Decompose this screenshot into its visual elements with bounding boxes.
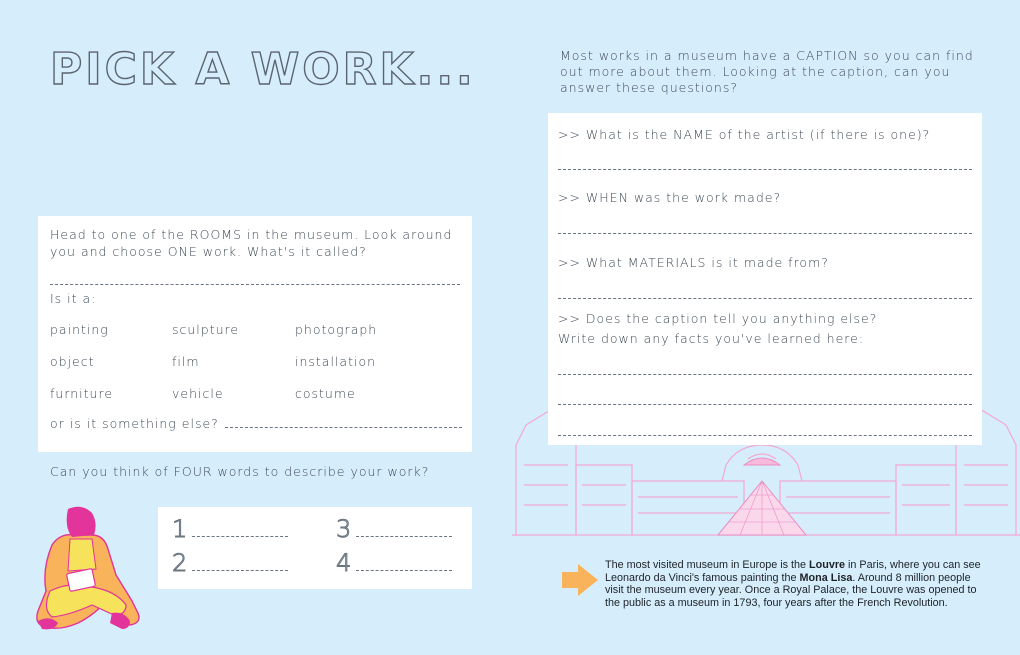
word-4-answer-line[interactable] (356, 570, 452, 571)
option-photograph: photograph (295, 322, 378, 337)
materials-answer-line[interactable] (558, 298, 972, 299)
question-materials: >> What MATERIALS is it made from? (558, 255, 829, 270)
rooms-instruction: Head to one of the ROOMS in the museum. Look around you and choose ONE work. What's it called? (50, 227, 453, 259)
facts-answer-line-3[interactable] (558, 435, 972, 436)
number-2: 2 (172, 549, 188, 577)
write-down-facts-label: Write down any facts you've learned here: (558, 331, 865, 346)
caption-text-1: The most visited museum in Europe is the (605, 559, 810, 571)
four-words-panel (158, 507, 472, 589)
louvre-fact-text (605, 559, 985, 609)
is-it-a-label: Is it a: (50, 291, 97, 306)
caption-questions-panel (548, 113, 982, 445)
option-painting: painting (50, 322, 109, 337)
something-else-label: or is it something else? (50, 416, 219, 431)
question-when-made: >> WHEN was the work made? (558, 190, 782, 205)
option-sculpture: sculpture (172, 322, 240, 337)
word-3-answer-line[interactable] (356, 536, 452, 537)
caption-louvre: Louvre (809, 559, 846, 571)
work-name-answer-line[interactable] (50, 284, 460, 285)
caption-text-3: . Around 8 million people visit the museum every year. Once a Royal Palace, the Louvre was opened to the public as a museum in 1793, four years after the French Revolution. (605, 571, 977, 609)
sitting-person-illustration (30, 505, 150, 640)
word-2-row (172, 549, 288, 577)
question-anything-else: >> Does the caption tell you anything else? (558, 311, 878, 326)
facts-answer-line-1[interactable] (558, 374, 972, 375)
something-else-answer-line[interactable] (225, 427, 462, 428)
artist-name-answer-line[interactable] (558, 169, 972, 170)
word-3-row (336, 515, 452, 543)
option-costume: costume (295, 386, 356, 401)
number-1: 1 (172, 515, 188, 543)
number-4: 4 (336, 549, 352, 577)
word-1-answer-line[interactable] (192, 536, 288, 537)
something-else-row (50, 416, 462, 431)
number-3: 3 (336, 515, 352, 543)
facts-answer-line-2[interactable] (558, 404, 972, 405)
option-film: film (172, 354, 200, 369)
question-artist-name: >> What is the NAME of the artist (if there is one)? (558, 127, 931, 142)
word-4-row (336, 549, 452, 577)
option-vehicle: vehicle (172, 386, 224, 401)
when-made-answer-line[interactable] (558, 233, 972, 234)
page-title: PICK A WORK... (50, 44, 476, 95)
caption-intro: Most works in a museum have a CAPTION so you can find out more about them. Looking at the caption, can you answer these questions? (560, 48, 974, 95)
option-furniture: furniture (50, 386, 114, 401)
work-selection-panel (38, 216, 472, 452)
arrow-icon (560, 562, 600, 598)
four-words-question: Can you think of FOUR words to describe your work? (50, 464, 430, 479)
word-2-answer-line[interactable] (192, 570, 288, 571)
caption-text-2: in Paris, where you can see Leonardo da Vinci's famous painting the (605, 559, 981, 584)
word-1-row (172, 515, 288, 543)
caption-mona-lisa: Mona Lisa (799, 571, 853, 584)
option-installation: installation (295, 354, 377, 369)
option-object: object (50, 354, 95, 369)
